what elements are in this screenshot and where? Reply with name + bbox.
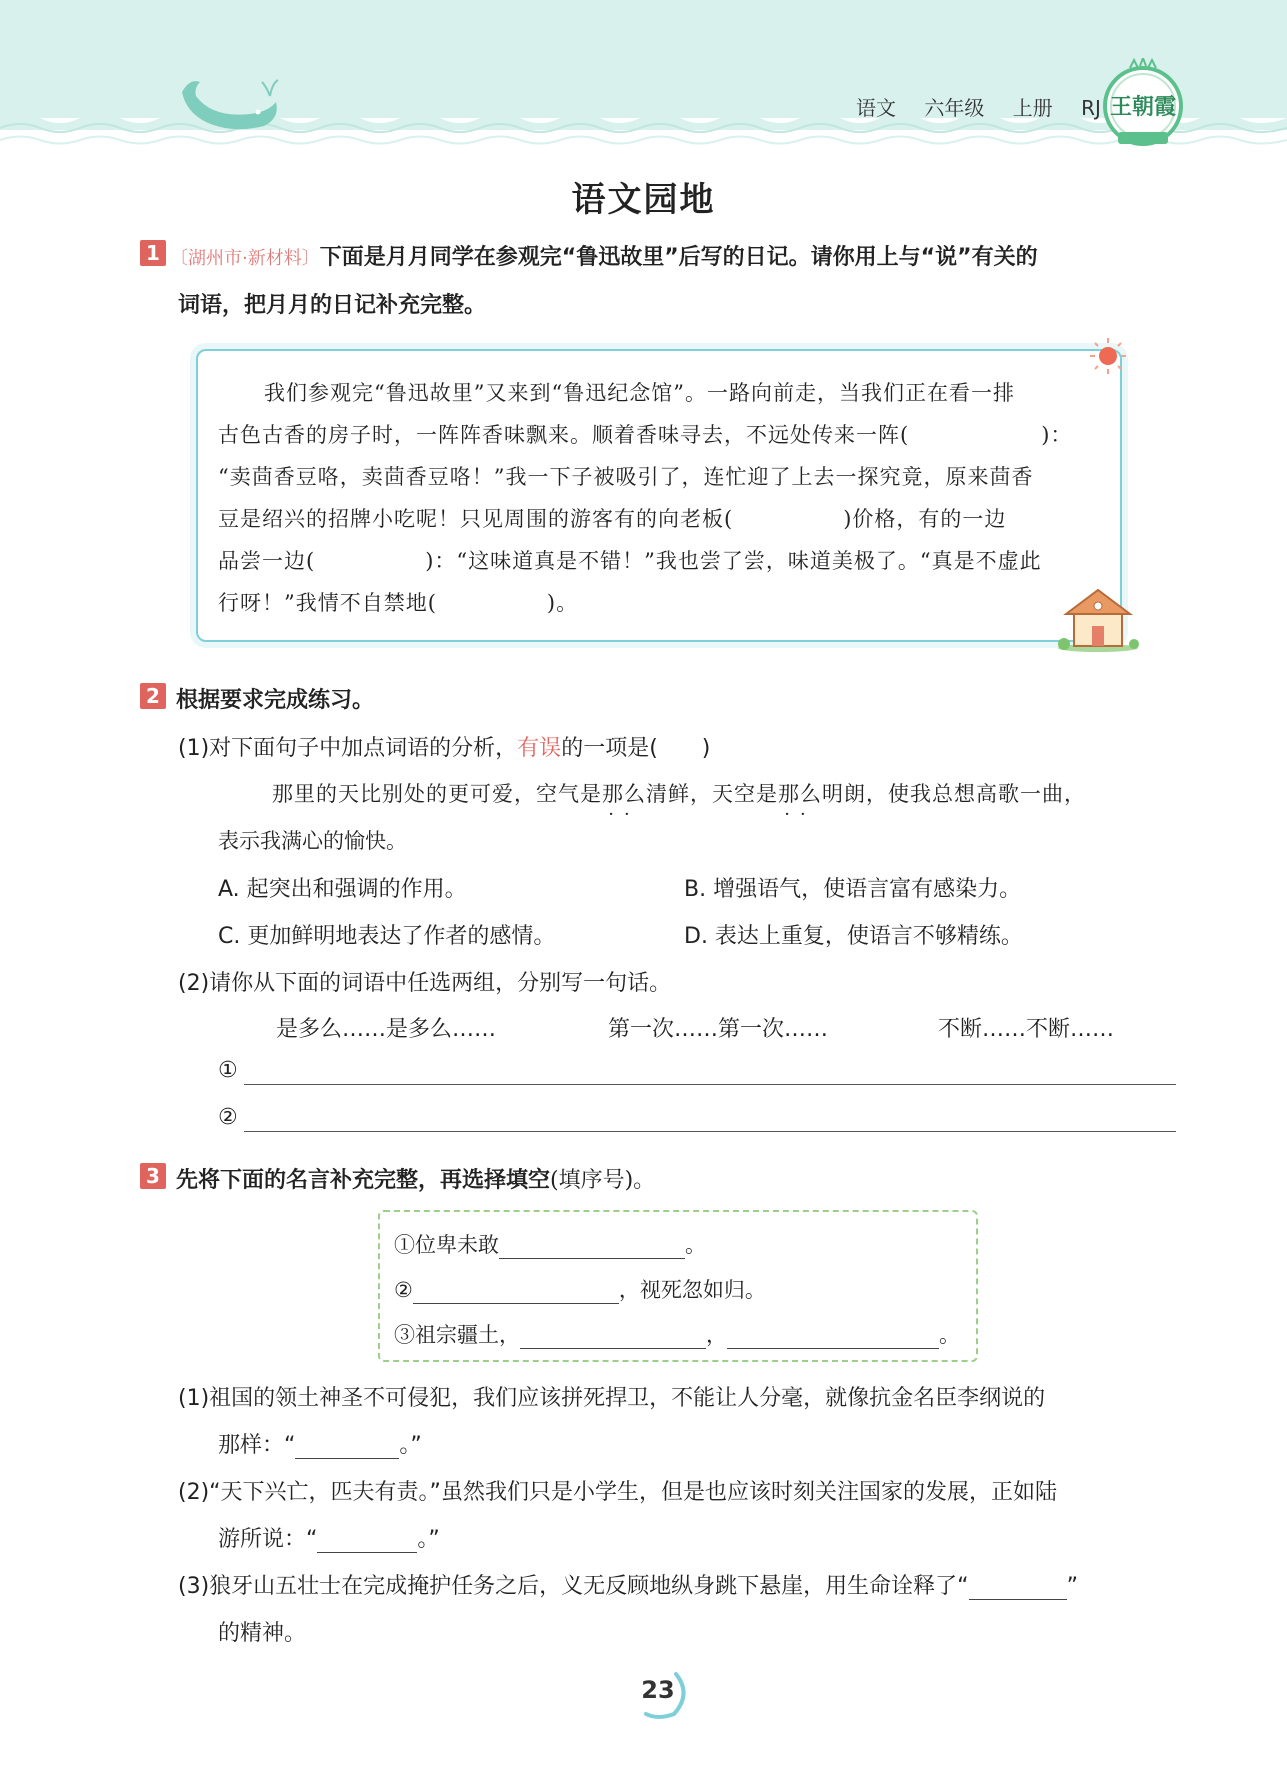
item-1-blank[interactable] bbox=[295, 1436, 399, 1459]
question-2-prompt: 根据要求完成练习。 bbox=[176, 688, 375, 713]
sentence-part-b: 清鲜，天空是 bbox=[646, 782, 778, 806]
quote-3-blank-2[interactable] bbox=[727, 1326, 939, 1349]
whale-icon bbox=[172, 74, 282, 132]
sun-icon bbox=[1088, 336, 1128, 376]
stem-highlight-wrong: 有误 bbox=[517, 736, 562, 761]
question-2-sentence-line2: 表示我满心的愉快。 bbox=[218, 829, 407, 853]
house-icon bbox=[1056, 584, 1140, 652]
option-b[interactable]: B. 增强语气，使语言富有感染力。 bbox=[684, 877, 1022, 902]
item-3-text: (3)狼牙山五壮士在完成掩护任务之后，义无反顾地纵身跳下悬崖，用生命诠释了“ bbox=[178, 1574, 969, 1599]
quote-2-num: ② bbox=[394, 1278, 413, 1302]
diary-line-4: 豆是绍兴的招牌小吃呢！只见周围的游客有的向老板( )价格，有的一边 bbox=[218, 507, 1007, 531]
option-d[interactable]: D. 表达上重复，使语言不够精练。 bbox=[684, 924, 1023, 949]
question-3-item-1-line2 bbox=[218, 1428, 422, 1459]
quote-3 bbox=[394, 1319, 960, 1349]
item-3-quote-end: ” bbox=[1066, 1574, 1078, 1599]
question-1-number: 1 bbox=[140, 240, 166, 266]
item-2-blank[interactable] bbox=[317, 1530, 417, 1553]
quote-1-text: ①位卑未敢 bbox=[394, 1233, 499, 1257]
question-1-prompt-line2: 词语，把月月的日记补充完整。 bbox=[178, 293, 487, 318]
quote-2-text: ，视死忽如归。 bbox=[618, 1278, 766, 1302]
brand-logo-text: 王朝霞 bbox=[1109, 94, 1176, 120]
emphasis-dots-2: ·· bbox=[784, 804, 816, 825]
diary-line-3: “卖茴香豆咯，卖茴香豆咯！”我一下子被吸引了，连忙迎了上去一探究竟，原来茴香 bbox=[218, 465, 1034, 489]
answer-line-2[interactable] bbox=[244, 1131, 1176, 1132]
quote-3-blank-1[interactable] bbox=[520, 1326, 706, 1349]
dotted-word-2 bbox=[778, 782, 822, 825]
option-a[interactable]: A. 起突出和强调的作用。 bbox=[218, 877, 467, 902]
question-2-sub1-stem bbox=[178, 731, 710, 762]
header-subject: 语文 bbox=[856, 96, 896, 120]
word-group-3: 不断……不断…… bbox=[938, 1017, 1115, 1042]
quote-1-end: 。 bbox=[685, 1233, 706, 1257]
quote-2 bbox=[394, 1274, 766, 1304]
header-book-info bbox=[856, 92, 1123, 121]
page-title: 语文园地 bbox=[571, 180, 716, 220]
quote-3-end: 。 bbox=[939, 1323, 960, 1347]
question-2-sub2-stem: (2)请你从下面的词语中任选两组，分别写一句话。 bbox=[178, 971, 672, 996]
question-1-prompt-line1: 下面是月月同学在参观完“鲁迅故里”后写的日记。请你用上与“说”有关的 bbox=[319, 245, 1038, 270]
question-3-item-1-line1: (1)祖国的领土神圣不可侵犯，我们应该拼死捍卫，不能让人分毫，就像抗金名臣李纲说的 bbox=[178, 1386, 1046, 1411]
emphasis-dots-1: ·· bbox=[608, 804, 640, 825]
quote-2-blank[interactable] bbox=[413, 1281, 619, 1304]
item-1-lead: 那样：“ bbox=[218, 1433, 296, 1458]
item-1-end: 。” bbox=[399, 1433, 422, 1458]
diary-line-5: 品尝一边( )：“这味道真是不错！”我也尝了尝，味道美极了。“真是不虚此 bbox=[218, 549, 1042, 573]
header-grade: 六年级 bbox=[924, 96, 985, 120]
stem-text-end: 的一项是( ) bbox=[561, 736, 711, 761]
page-number: 23 bbox=[641, 1676, 675, 1704]
header-volume: 上册 bbox=[1012, 96, 1053, 120]
quote-3-mid: ， bbox=[706, 1323, 727, 1347]
word-group-2: 第一次……第一次…… bbox=[608, 1017, 829, 1042]
sentence-part-c: 明朗，使我总想高歌一曲， bbox=[822, 782, 1086, 806]
question-1-source: 〔湖州市·新材料〕 bbox=[170, 248, 320, 269]
dotted-word-1 bbox=[602, 782, 646, 825]
question-3-item-2-line2 bbox=[218, 1522, 440, 1553]
diary-line-1: 我们参观完“鲁迅故里”又来到“鲁迅纪念馆”。一路向前走，当我们正在看一排 bbox=[264, 381, 1015, 405]
question-3-item-3-line1 bbox=[178, 1569, 1078, 1600]
item-2-end: 。” bbox=[417, 1527, 440, 1552]
question-3-number: 3 bbox=[140, 1163, 166, 1189]
question-2-number: 2 bbox=[140, 683, 166, 709]
quote-3-text: ③祖宗疆土， bbox=[394, 1323, 520, 1347]
quote-1-blank[interactable] bbox=[499, 1236, 685, 1259]
stem-text: (1)对下面句子中加点词语的分析， bbox=[178, 736, 518, 761]
sentence-part-a: 那里的天比别处的更可爱，空气是 bbox=[272, 782, 602, 806]
question-2-sentence-line1 bbox=[272, 778, 1086, 825]
dotted-word-1-text: 那么 bbox=[602, 782, 646, 806]
header-edition: RJ bbox=[1081, 96, 1101, 120]
question-3-prompt-note: (填序号)。 bbox=[550, 1168, 656, 1193]
diary-line-2: 古色古香的房子时，一阵阵香味飘来。顺着香味寻去，不远处传来一阵( )： bbox=[218, 423, 1073, 447]
question-3-item-3-line2: 的精神。 bbox=[218, 1621, 307, 1646]
item-3-blank[interactable] bbox=[969, 1577, 1067, 1600]
answer-line-1[interactable] bbox=[244, 1084, 1176, 1085]
diary-line-6: 行呀！”我情不自禁地( )。 bbox=[218, 591, 579, 615]
question-1-prompt bbox=[170, 240, 1038, 271]
question-3-prompt-text: 先将下面的名言补充完整，再选择填空 bbox=[176, 1168, 551, 1193]
question-3-prompt bbox=[176, 1163, 655, 1194]
answer-line-2-label: ② bbox=[218, 1105, 238, 1130]
question-3-item-2-line1: (2)“天下兴亡，匹夫有责。”虽然我们只是小学生，但是也应该时刻关注国家的发展，正如陆 bbox=[178, 1480, 1057, 1505]
quote-1 bbox=[394, 1229, 706, 1259]
dotted-word-2-text: 那么 bbox=[778, 782, 822, 806]
word-group-1: 是多么……是多么…… bbox=[276, 1017, 497, 1042]
answer-line-1-label: ① bbox=[218, 1058, 238, 1083]
option-c[interactable]: C. 更加鲜明地表达了作者的感情。 bbox=[218, 924, 556, 949]
item-2-lead: 游所说：“ bbox=[218, 1527, 318, 1552]
